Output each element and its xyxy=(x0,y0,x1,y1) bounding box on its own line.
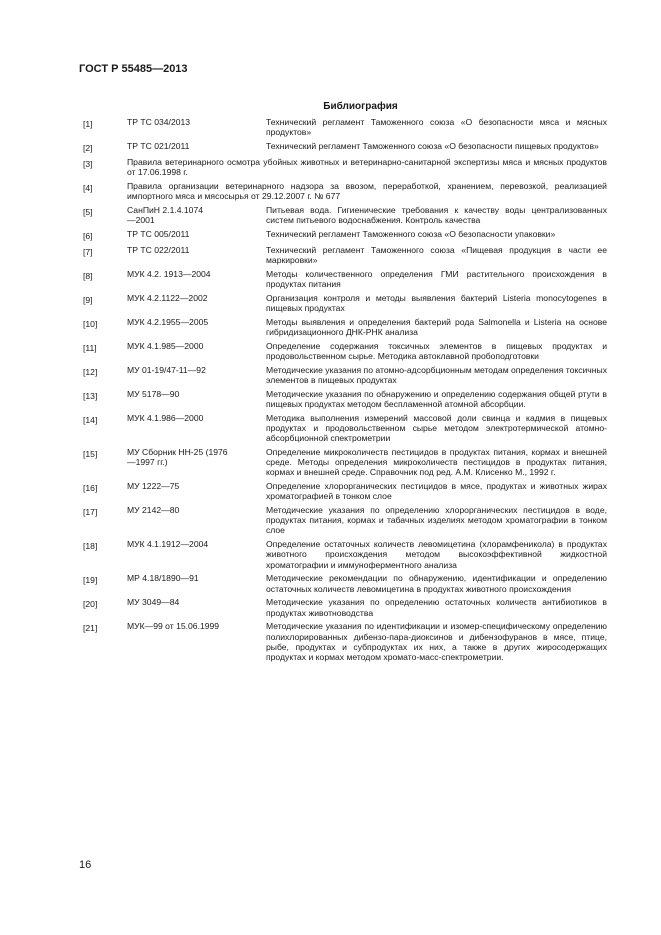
entry-number: [5] xyxy=(83,206,93,217)
bibliography-entry xyxy=(79,269,607,289)
entry-code: МУК 4.1.986—2000 xyxy=(127,412,204,423)
entry-text: Правила организации ветеринарного надзора за ввозом, переработкой, хранением, перевозкой, реализацией импортного мяса и мясосырья от 29.12.2007 г. № 677 xyxy=(127,180,607,201)
entry-code: СанПиН 2.1.4.1074—2001 xyxy=(127,204,204,225)
entry-code: ТР ТС 034/2013 xyxy=(127,117,191,127)
entry-number: [21] xyxy=(83,623,98,634)
entry-text: Методы выявления и определения бактерий рода Salmonella и Listeria на основе гибридизационного ДНК-РНК анализа xyxy=(266,316,607,337)
document-header: ГОСТ Р 55485—2013 xyxy=(79,63,188,75)
entry-text: Методика выполнения измерений массовой доли свинца и кадмия в пищевых продуктах и продовольственном сырье методом электротермической атомно-абсорбционной спектрометрии xyxy=(266,412,607,443)
entry-text: Технический регламент Таможенного союза «О безопасности мяса и мясных продуктов» xyxy=(266,117,607,138)
bibliography-entry xyxy=(79,365,607,385)
bibliography-entry xyxy=(79,597,607,617)
entry-number: [16] xyxy=(83,483,98,493)
entry-code: ТР ТС 021/2011 xyxy=(127,141,190,151)
bibliography-entry xyxy=(79,117,607,137)
entry-text: Методические указания по идентификации и изомер-специфическому определению полихлорированных дибензо-пара-диоксинов и дибензофуранов в мясе, птице, рыбе, продуктах и субпродуктах их них, а также в других жиросодержащих продуктах и кормах методом хромато-масс-спектрометрии. xyxy=(266,621,607,663)
entry-text: Технический регламент Таможенного союза «О безопасности пищевых продуктов» xyxy=(266,141,599,151)
entry-code: МУК 4.2.1955—2005 xyxy=(127,316,209,327)
entry-number: [9] xyxy=(83,294,93,305)
bibliography-entry xyxy=(79,573,607,593)
entry-text: Методические указания по определению остаточных количеств антибиотиков в продуктах животноводства xyxy=(266,597,607,618)
entry-text: Технический регламент Таможенного союза «О безопасности упаковки» xyxy=(266,228,556,239)
bibliography-entry xyxy=(79,539,607,570)
entry-number: [6] xyxy=(83,230,93,241)
entry-code: МУ 5178—90 xyxy=(127,388,180,399)
section-title: Библиография xyxy=(323,101,398,112)
entry-number: [7] xyxy=(83,246,93,257)
entry-number: [4] xyxy=(83,182,93,193)
entry-text: Методические указания по атомно-адсорбционным методам определения токсичных элементов в пищевых продуктах xyxy=(266,364,607,385)
entry-text: Методы количественного определения ГМИ растительного происхождения в продуктах питания xyxy=(266,268,607,289)
bibliography-entry xyxy=(79,205,607,225)
entry-code: МУК—99 от 15.06.1999 xyxy=(127,621,220,632)
bibliography-entry xyxy=(79,413,607,444)
entry-number: [8] xyxy=(83,270,93,281)
bibliography-entry xyxy=(79,317,607,337)
entry-code: МУ 1222—75 xyxy=(127,481,180,491)
page-number: 16 xyxy=(79,859,92,871)
entry-text: Технический регламент Таможенного союза «Пищевая продукция в части ее маркировки» xyxy=(266,244,607,265)
bibliography-entry xyxy=(79,157,607,177)
entry-number: [3] xyxy=(83,158,93,169)
bibliography-entry xyxy=(79,505,607,536)
entry-code: ТР ТС 005/2011 xyxy=(127,228,190,239)
entry-text: Методические указания по определению хлорорганических пестицидов в воде, продуктах питания, кормах и табачных изделиях методом хроматографии в тонком слое xyxy=(266,505,607,536)
entry-code: МУ 2142—80 xyxy=(127,505,180,515)
entry-number: [15] xyxy=(83,448,98,459)
entry-code: МУК 4.2.1122—2002 xyxy=(127,292,208,303)
entry-number: [11] xyxy=(83,342,97,353)
entry-text: Организация контроля и методы выявления бактерий Listeria monocytogenes в пищевых продуктах xyxy=(266,292,607,313)
entry-text: Правила ветеринарного осмотра убойных животных и ветеринарно-санитарной экспертизы мяса и мясных продуктов от 17.06.1998 г. xyxy=(127,156,607,177)
entry-text: Методические рекомендации по обнаружению, идентификации и определению остаточных количеств левомицетина в продуктах животного происхождения xyxy=(266,573,607,594)
entry-number: [17] xyxy=(83,507,98,517)
bibliography-entry xyxy=(79,245,607,265)
bibliography-entry xyxy=(79,389,607,409)
bibliography-list xyxy=(79,117,607,666)
entry-text: Определение микроколичеств пестицидов в продуктах питания, кормах и внешней среде. Методы определения микроколичеств пестицидов в продуктах питания, кормах и внешней среде. Справочник под ред. А.М. Клисенко М., 1992 г. xyxy=(266,446,607,478)
entry-code: МУК 4.1.985—2000 xyxy=(127,340,204,351)
entry-number: [13] xyxy=(83,390,98,401)
bibliography-entry xyxy=(79,481,607,501)
bibliography-entry xyxy=(79,447,607,478)
entry-code: МР 4.18/1890—91 xyxy=(127,573,199,584)
entry-number: [18] xyxy=(83,541,98,552)
bibliography-entry xyxy=(79,181,607,201)
entry-code: МУ 01-19/47-11—92 xyxy=(127,364,206,375)
entry-code: МУ Сборник НН-25 (1976—1997 гг.) xyxy=(127,446,228,467)
entry-code: МУК 4.2. 1913—2004 xyxy=(127,268,211,279)
entry-text: Методические указания по обнаружению и определению содержания общей ртути в пищевых продуктах методом беспламенной атомной абсорбции. xyxy=(266,388,607,409)
bibliography-entry xyxy=(79,229,607,241)
entry-number: [10] xyxy=(83,318,98,329)
bibliography-entry xyxy=(79,621,607,662)
entry-code: МУ 3049—84 xyxy=(127,597,180,608)
bibliography-entry xyxy=(79,341,607,361)
bibliography-entry xyxy=(79,293,607,313)
entry-text: Питьевая вода. Гигиенические требования к качеству воды централизованных систем питьевого водоснабжения. Контроль качества xyxy=(266,204,607,225)
entry-number: [20] xyxy=(83,599,98,610)
entry-number: [1] xyxy=(83,119,93,129)
entry-text: Определение содержания токсичных элементов в пищевых продуктах и продовольственном сырье. Методика автоклавной пробоподготовки xyxy=(266,340,607,361)
entry-number: [2] xyxy=(83,143,93,153)
entry-number: [14] xyxy=(83,414,98,425)
entry-text: Определение хлорорганических пестицидов в мясе, продуктах и животных жирах хроматографией в тонком слое xyxy=(266,481,607,502)
entry-code: МУК 4.1.1912—2004 xyxy=(127,539,209,550)
entry-text: Определение остаточных количеств левомицетина (хлорамфеникола) в продуктах животного происхождения методом высокоэффективной жидкостной хроматографии и иммуноферментного анализа xyxy=(266,539,607,570)
entry-code: ТР ТС 022/2011 xyxy=(127,244,190,255)
entry-number: [19] xyxy=(83,575,98,586)
entry-number: [12] xyxy=(83,366,98,377)
bibliography-entry xyxy=(79,141,607,153)
